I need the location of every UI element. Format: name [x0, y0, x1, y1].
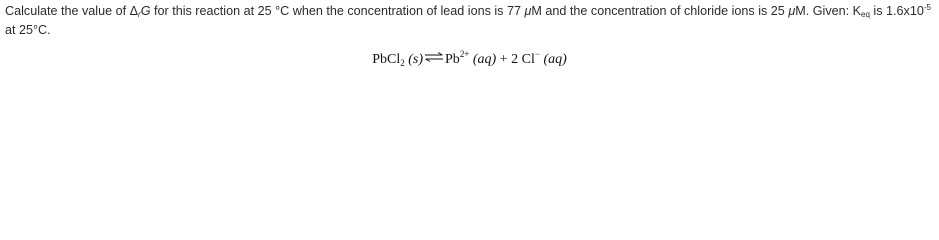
equilibrium-arrow-icon [424, 52, 444, 62]
question-part-2: for this reaction at 25 °C when the concentration of lead ions is 77 [150, 4, 525, 18]
product-1-state: (aq) [472, 52, 497, 67]
micro-symbol-1: μ [524, 4, 532, 18]
plus-sign: + [499, 52, 508, 67]
exponent: -5 [923, 3, 931, 12]
micro-symbol-2: μ [788, 4, 796, 18]
product-2-formula: Cl [521, 52, 535, 67]
keq-subscript: eq [861, 10, 870, 19]
product-2-charge: − [534, 49, 540, 59]
question-part-5: is 1.6x10 [869, 4, 924, 18]
product-1-formula: Pb [445, 52, 460, 67]
product-1-charge: 2+ [459, 49, 470, 59]
gibbs-g: G [140, 4, 151, 18]
question-text [5, 2, 935, 40]
product-2-state: (aq) [543, 52, 567, 67]
delta-subscript: r [138, 10, 141, 19]
product-2-coefficient: 2 [511, 52, 519, 67]
question-part-6: at 25°C. [5, 23, 51, 37]
reactant-formula: PbCl [372, 52, 401, 67]
question-part-3: M and the concentration of chloride ions is 25 [531, 4, 789, 18]
question-part-4: M. Given: K [795, 4, 862, 18]
reactant-state: (s) [408, 52, 424, 67]
reaction-equation [0, 50, 939, 70]
question-part-1: Calculate the value of Δ [5, 4, 139, 18]
reactant-subscript: 2 [400, 58, 405, 68]
